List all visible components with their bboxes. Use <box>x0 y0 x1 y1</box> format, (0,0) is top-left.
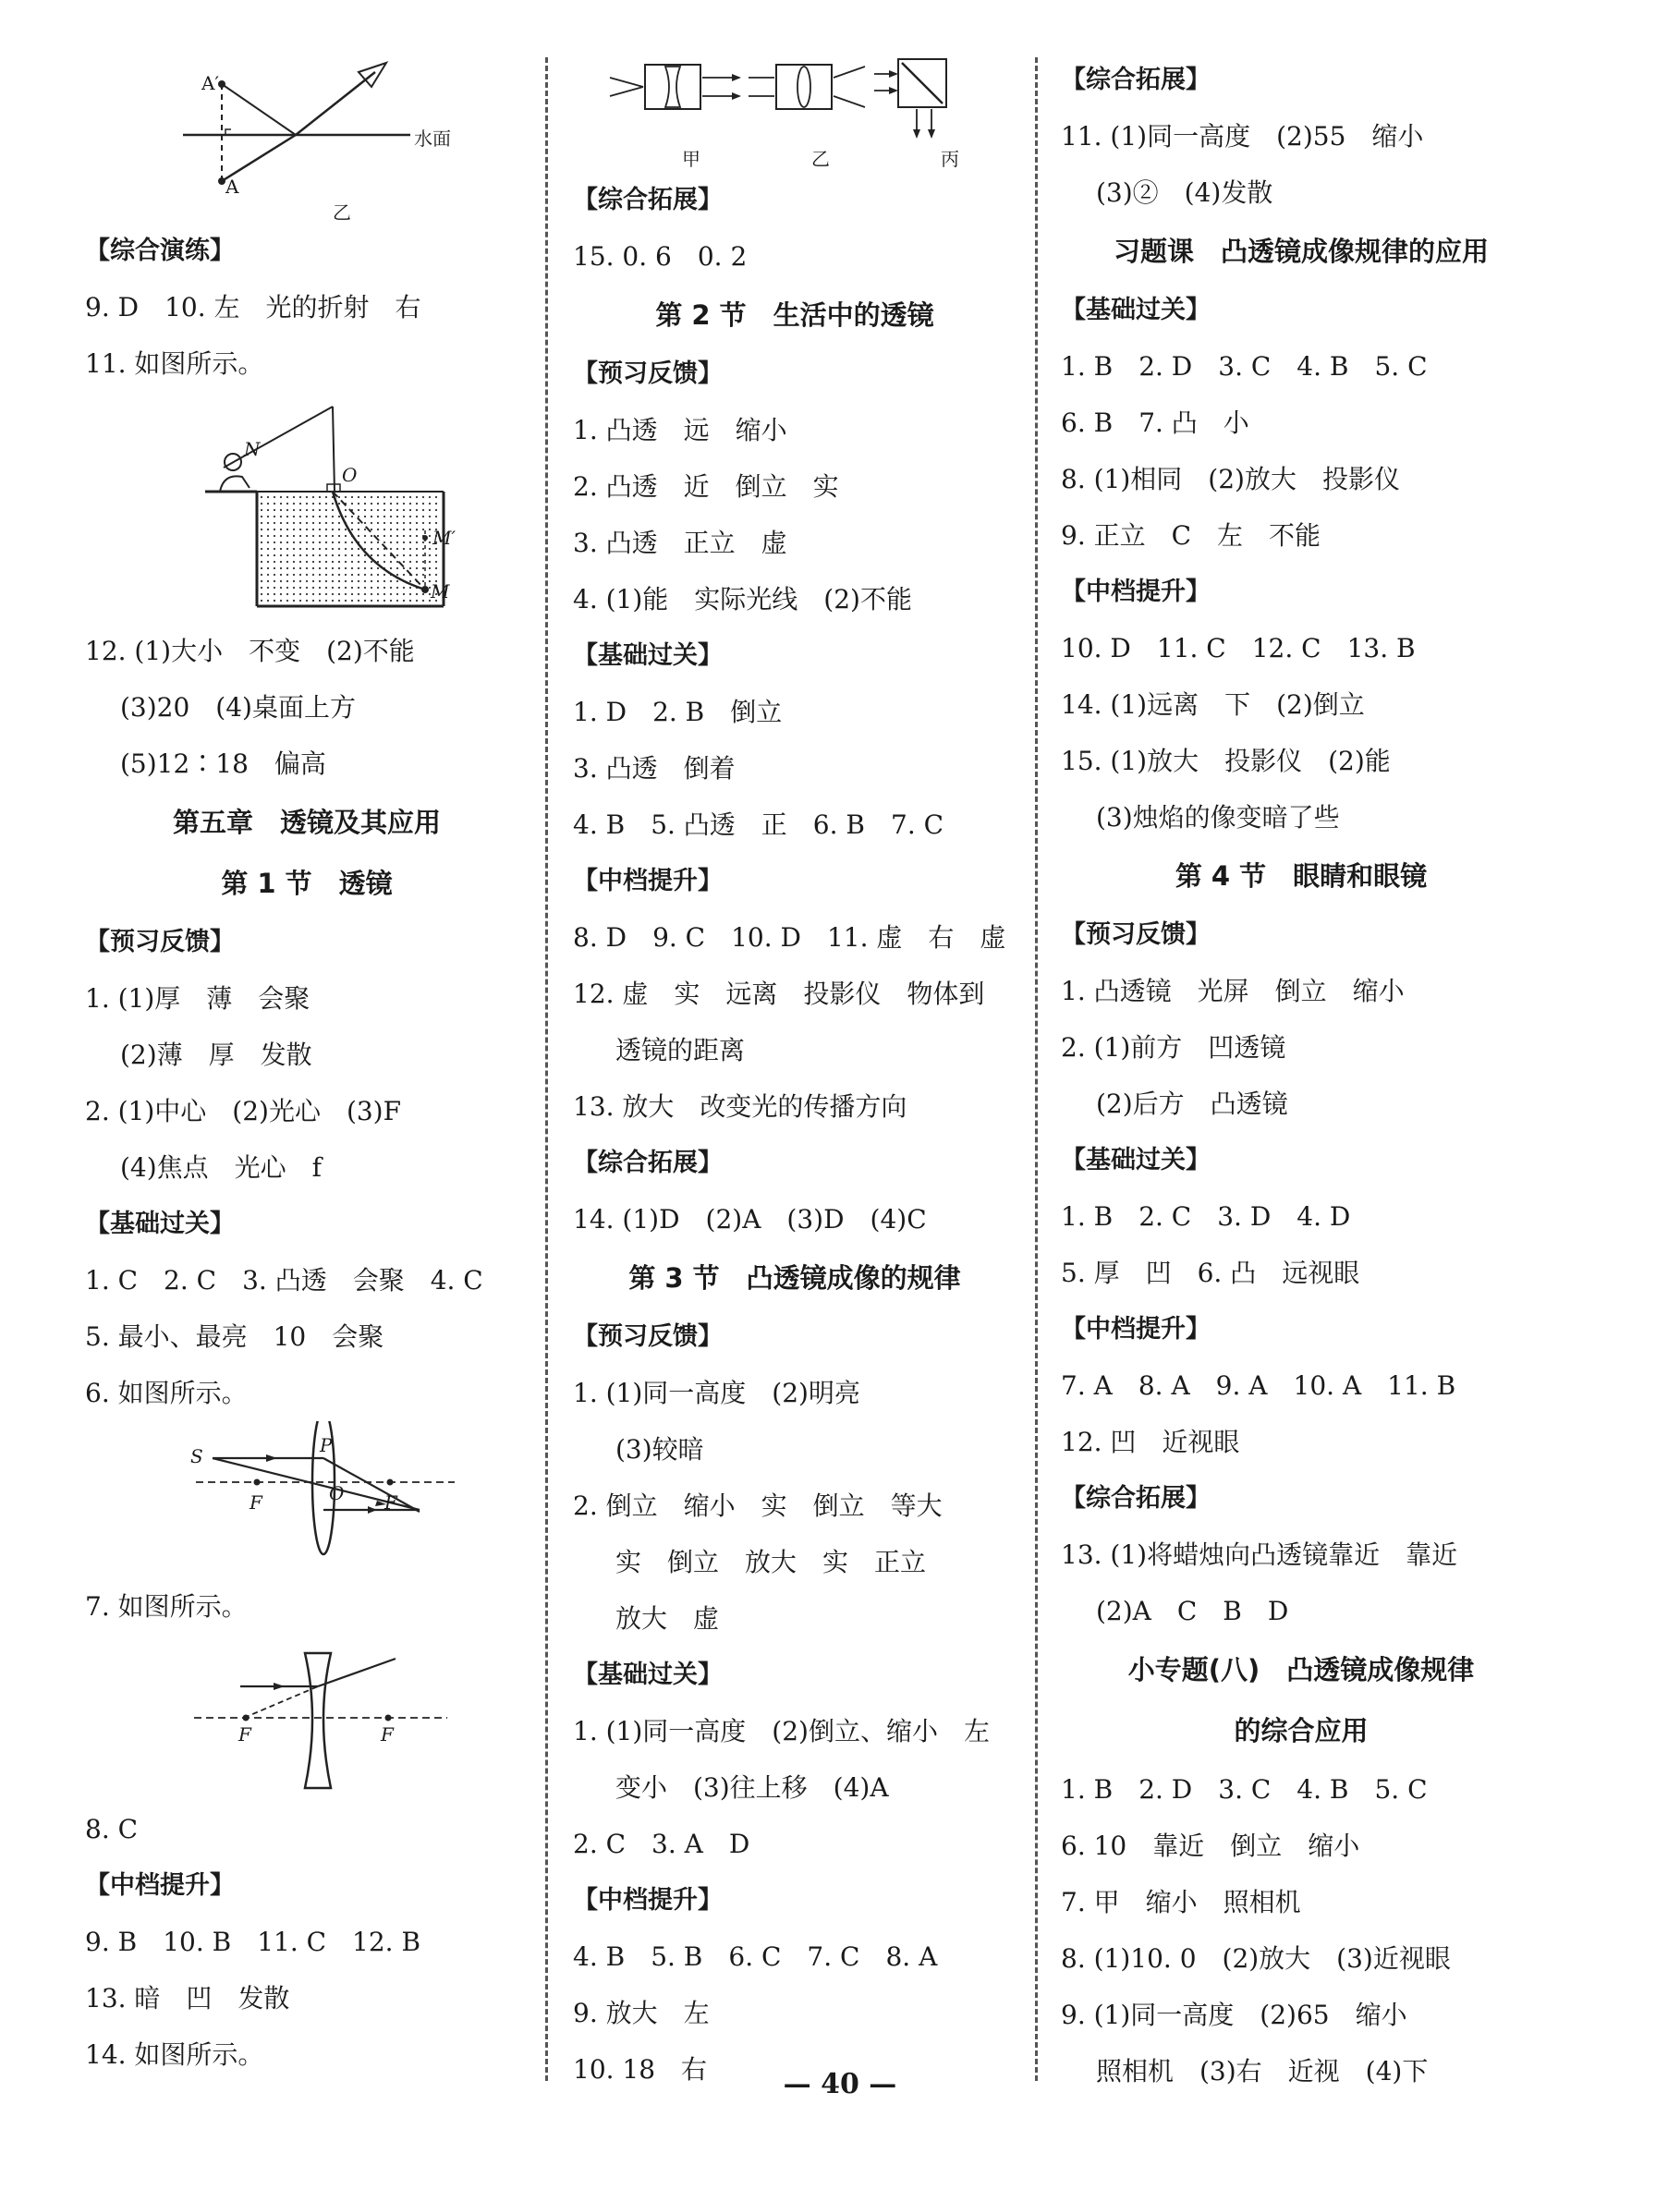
answer-line: 12. 虚 实 远离 投影仪 物体到 <box>573 979 985 1009</box>
chapter-title: 第 2 节 生活中的透镜 <box>655 299 934 331</box>
answer-line: 9. 正立 C 左 不能 <box>1061 520 1321 551</box>
answer-line: 9. (1)同一高度 (2)65 缩小 <box>1061 2000 1407 2030</box>
section-header: 【综合拓展】 <box>1061 1484 1211 1513</box>
point-a-prime-label: A′ <box>201 72 219 94</box>
answer-line: 6. B 7. 凸 小 <box>1061 408 1249 438</box>
section-header: 【预习反馈】 <box>573 359 723 388</box>
answer-line: 15. (1)放大 投影仪 (2)能 <box>1061 746 1391 776</box>
answer-line: 4. B 5. 凸透 正 6. B 7. C <box>573 809 944 840</box>
answer-line: 9. 放大 左 <box>573 1998 710 2028</box>
answer-line: (3)20 (4)桌面上方 <box>120 692 356 723</box>
answer-line: 8. D 9. C 10. D 11. 虚 右 虚 <box>573 922 1006 953</box>
chapter-title: 第五章 透镜及其应用 <box>172 807 441 838</box>
answer-line: 13. (1)将蜡烛向凸透镜靠近 靠近 <box>1061 1539 1458 1570</box>
answer-line: 变小 (3)往上移 (4)A <box>615 1772 889 1803</box>
point-a-label: A <box>225 176 239 198</box>
reflection-figure <box>85 52 529 223</box>
answer-line: 2. 凸透 近 倒立 实 <box>573 471 839 502</box>
answer-line: 1. B 2. D 3. C 4. B 5. C <box>1061 351 1428 382</box>
answer-line: 10. D 11. C 12. C 13. B <box>1061 633 1416 663</box>
answer-line: 放大 虚 <box>615 1603 720 1634</box>
answer-line: 10. 18 右 <box>573 2054 708 2085</box>
answer-line: 1. B 2. C 3. D 4. D <box>1061 1201 1351 1232</box>
answer-line: 13. 暗 凹 发散 <box>85 1983 290 2013</box>
chapter-title: 第 4 节 眼睛和眼镜 <box>1175 860 1428 892</box>
box-bing-label: 丙 <box>941 148 959 170</box>
answer-line: 8. C <box>85 1814 139 1844</box>
answer-line: 透镜的距离 <box>615 1035 746 1065</box>
section-header: 【基础过关】 <box>1061 296 1211 324</box>
answer-line: 11. 如图所示。 <box>85 348 264 379</box>
answer-line: 4. (1)能 实际光线 (2)不能 <box>573 584 912 614</box>
section-header: 【综合拓展】 <box>573 186 723 214</box>
focus-right-label: F <box>381 1723 394 1746</box>
section-header: 【预习反馈】 <box>1061 920 1211 949</box>
answer-line: 1. (1)同一高度 (2)倒立、缩小 左 <box>573 1716 990 1746</box>
answer-line: (5)12∶18 偏高 <box>120 748 326 779</box>
focus-right-label: F <box>384 1491 397 1514</box>
answer-line: 1. C 2. C 3. 凸透 会聚 4. C <box>85 1265 483 1296</box>
answer-line: (2)薄 厚 发散 <box>120 1040 312 1070</box>
section-header: 【综合拓展】 <box>573 1149 723 1177</box>
answer-line: 9. B 10. B 11. C 12. B <box>85 1927 421 1957</box>
answer-line: 9. D 10. 左 光的折射 右 <box>85 292 421 322</box>
answer-line: 5. 厚 凹 6. 凸 远视眼 <box>1061 1258 1360 1288</box>
point-p-label: P <box>320 1434 333 1456</box>
focus-left-label: F <box>250 1491 262 1514</box>
section-header: 【中档提升】 <box>573 1886 723 1915</box>
concave-lens-figure <box>85 1635 529 1801</box>
answer-line: (3)较暗 <box>615 1434 704 1465</box>
answer-line: 14. (1)远离 下 (2)倒立 <box>1061 689 1365 720</box>
column-separator <box>1035 57 1038 2081</box>
answer-line: 2. 倒立 缩小 实 倒立 等大 <box>573 1490 943 1521</box>
answer-line: 7. 如图所示。 <box>85 1591 248 1622</box>
answer-line: (4)焦点 光心 f <box>120 1152 323 1183</box>
box-yi-label: 乙 <box>811 148 830 170</box>
answer-line: 1. B 2. D 3. C 4. B 5. C <box>1061 1774 1428 1805</box>
answer-line: 2. (1)中心 (2)光心 (3)F <box>85 1096 402 1126</box>
chapter-title: 第 3 节 凸透镜成像的规律 <box>628 1262 961 1294</box>
answer-line: 2. (1)前方 凹透镜 <box>1061 1032 1286 1063</box>
section-header: 【预习反馈】 <box>85 928 235 956</box>
answer-line: 15. 0. 6 0. 2 <box>573 241 748 272</box>
answer-line: 7. A 8. A 9. A 10. A 11. B <box>1061 1370 1456 1401</box>
section-header: 【中档提升】 <box>573 867 723 895</box>
answer-line: 3. 凸透 正立 虚 <box>573 528 787 558</box>
answer-line: 7. 甲 缩小 照相机 <box>1061 1887 1301 1917</box>
page-number: — 40 — <box>783 2068 897 2100</box>
answer-line: 14. (1)D (2)A (3)D (4)C <box>573 1204 927 1235</box>
answer-line: 6. 10 靠近 倒立 缩小 <box>1061 1831 1360 1861</box>
column-separator <box>545 57 548 2081</box>
answer-line: 1. 凸透镜 光屏 倒立 缩小 <box>1061 976 1405 1006</box>
answer-line: 2. C 3. A D <box>573 1829 750 1859</box>
answer-line: 3. 凸透 倒着 <box>573 753 736 784</box>
point-m-label: M <box>431 580 450 602</box>
point-o-label: O <box>329 1482 345 1504</box>
answer-line: (3)② (4)发散 <box>1096 177 1273 208</box>
point-s-label: S <box>190 1445 203 1467</box>
column-2 <box>573 52 1017 2098</box>
answer-line: (3)烛焰的像变暗了些 <box>1096 802 1340 833</box>
optical-boxes-figure <box>573 52 1017 172</box>
section-header: 【综合演练】 <box>85 237 235 265</box>
answer-line: 1. D 2. B 倒立 <box>573 697 783 727</box>
section-header: 【基础过关】 <box>573 641 723 670</box>
chapter-title: 第 1 节 透镜 <box>221 868 393 899</box>
chapter-title: 习题课 凸透镜成像规律的应用 <box>1113 236 1489 267</box>
section-header: 【综合拓展】 <box>1061 66 1211 94</box>
answer-line: 12. (1)大小 不变 (2)不能 <box>85 636 415 666</box>
chapter-title: 小专题(八) 凸透镜成像规律 <box>1127 1654 1475 1685</box>
water-surface-label: 水面 <box>414 128 451 150</box>
answer-line: 14. 如图所示。 <box>85 2039 264 2070</box>
answer-line: 1. 凸透 远 缩小 <box>573 415 787 445</box>
answer-line: 照相机 (3)右 近视 (4)下 <box>1096 2056 1429 2086</box>
answer-line: (2)A C B D <box>1096 1596 1289 1626</box>
section-header: 【基础过关】 <box>85 1210 235 1238</box>
answer-line: 12. 凹 近视眼 <box>1061 1427 1240 1457</box>
section-header: 【预习反馈】 <box>573 1322 723 1351</box>
section-header: 【中档提升】 <box>85 1871 235 1900</box>
answer-line: 5. 最小、最亮 10 会聚 <box>85 1321 384 1352</box>
point-m-prime-label: M′ <box>432 527 457 549</box>
answer-line: 11. (1)同一高度 (2)55 缩小 <box>1061 121 1424 152</box>
answer-line: 4. B 5. B 6. C 7. C 8. A <box>573 1941 938 1972</box>
convex-lens-figure <box>85 1421 529 1578</box>
water-tank-figure <box>85 392 529 623</box>
section-header: 【基础过关】 <box>1061 1146 1211 1174</box>
answer-line: 8. (1)相同 (2)放大 投影仪 <box>1061 464 1400 494</box>
answer-line: 1. (1)同一高度 (2)明亮 <box>573 1378 860 1408</box>
answer-line: 13. 放大 改变光的传播方向 <box>573 1091 907 1122</box>
figure-caption: 乙 <box>333 201 351 224</box>
answer-line: (2)后方 凸透镜 <box>1096 1089 1288 1119</box>
section-header: 【基础过关】 <box>573 1661 723 1689</box>
answer-line: 实 倒立 放大 实 正立 <box>615 1547 927 1577</box>
chapter-title: 的综合应用 <box>1234 1715 1369 1746</box>
column-1 <box>85 52 529 2083</box>
section-header: 【中档提升】 <box>1061 578 1211 606</box>
point-o-label: O <box>342 464 358 486</box>
answer-line: 6. 如图所示。 <box>85 1378 248 1408</box>
point-n-label: N <box>244 438 261 460</box>
section-header: 【中档提升】 <box>1061 1315 1211 1344</box>
answer-line: 8. (1)10. 0 (2)放大 (3)近视眼 <box>1061 1943 1451 1974</box>
box-jia-label: 甲 <box>682 148 700 170</box>
answer-line: 1. (1)厚 薄 会聚 <box>85 983 310 1014</box>
focus-left-label: F <box>238 1723 251 1746</box>
column-3 <box>1061 52 1541 2099</box>
